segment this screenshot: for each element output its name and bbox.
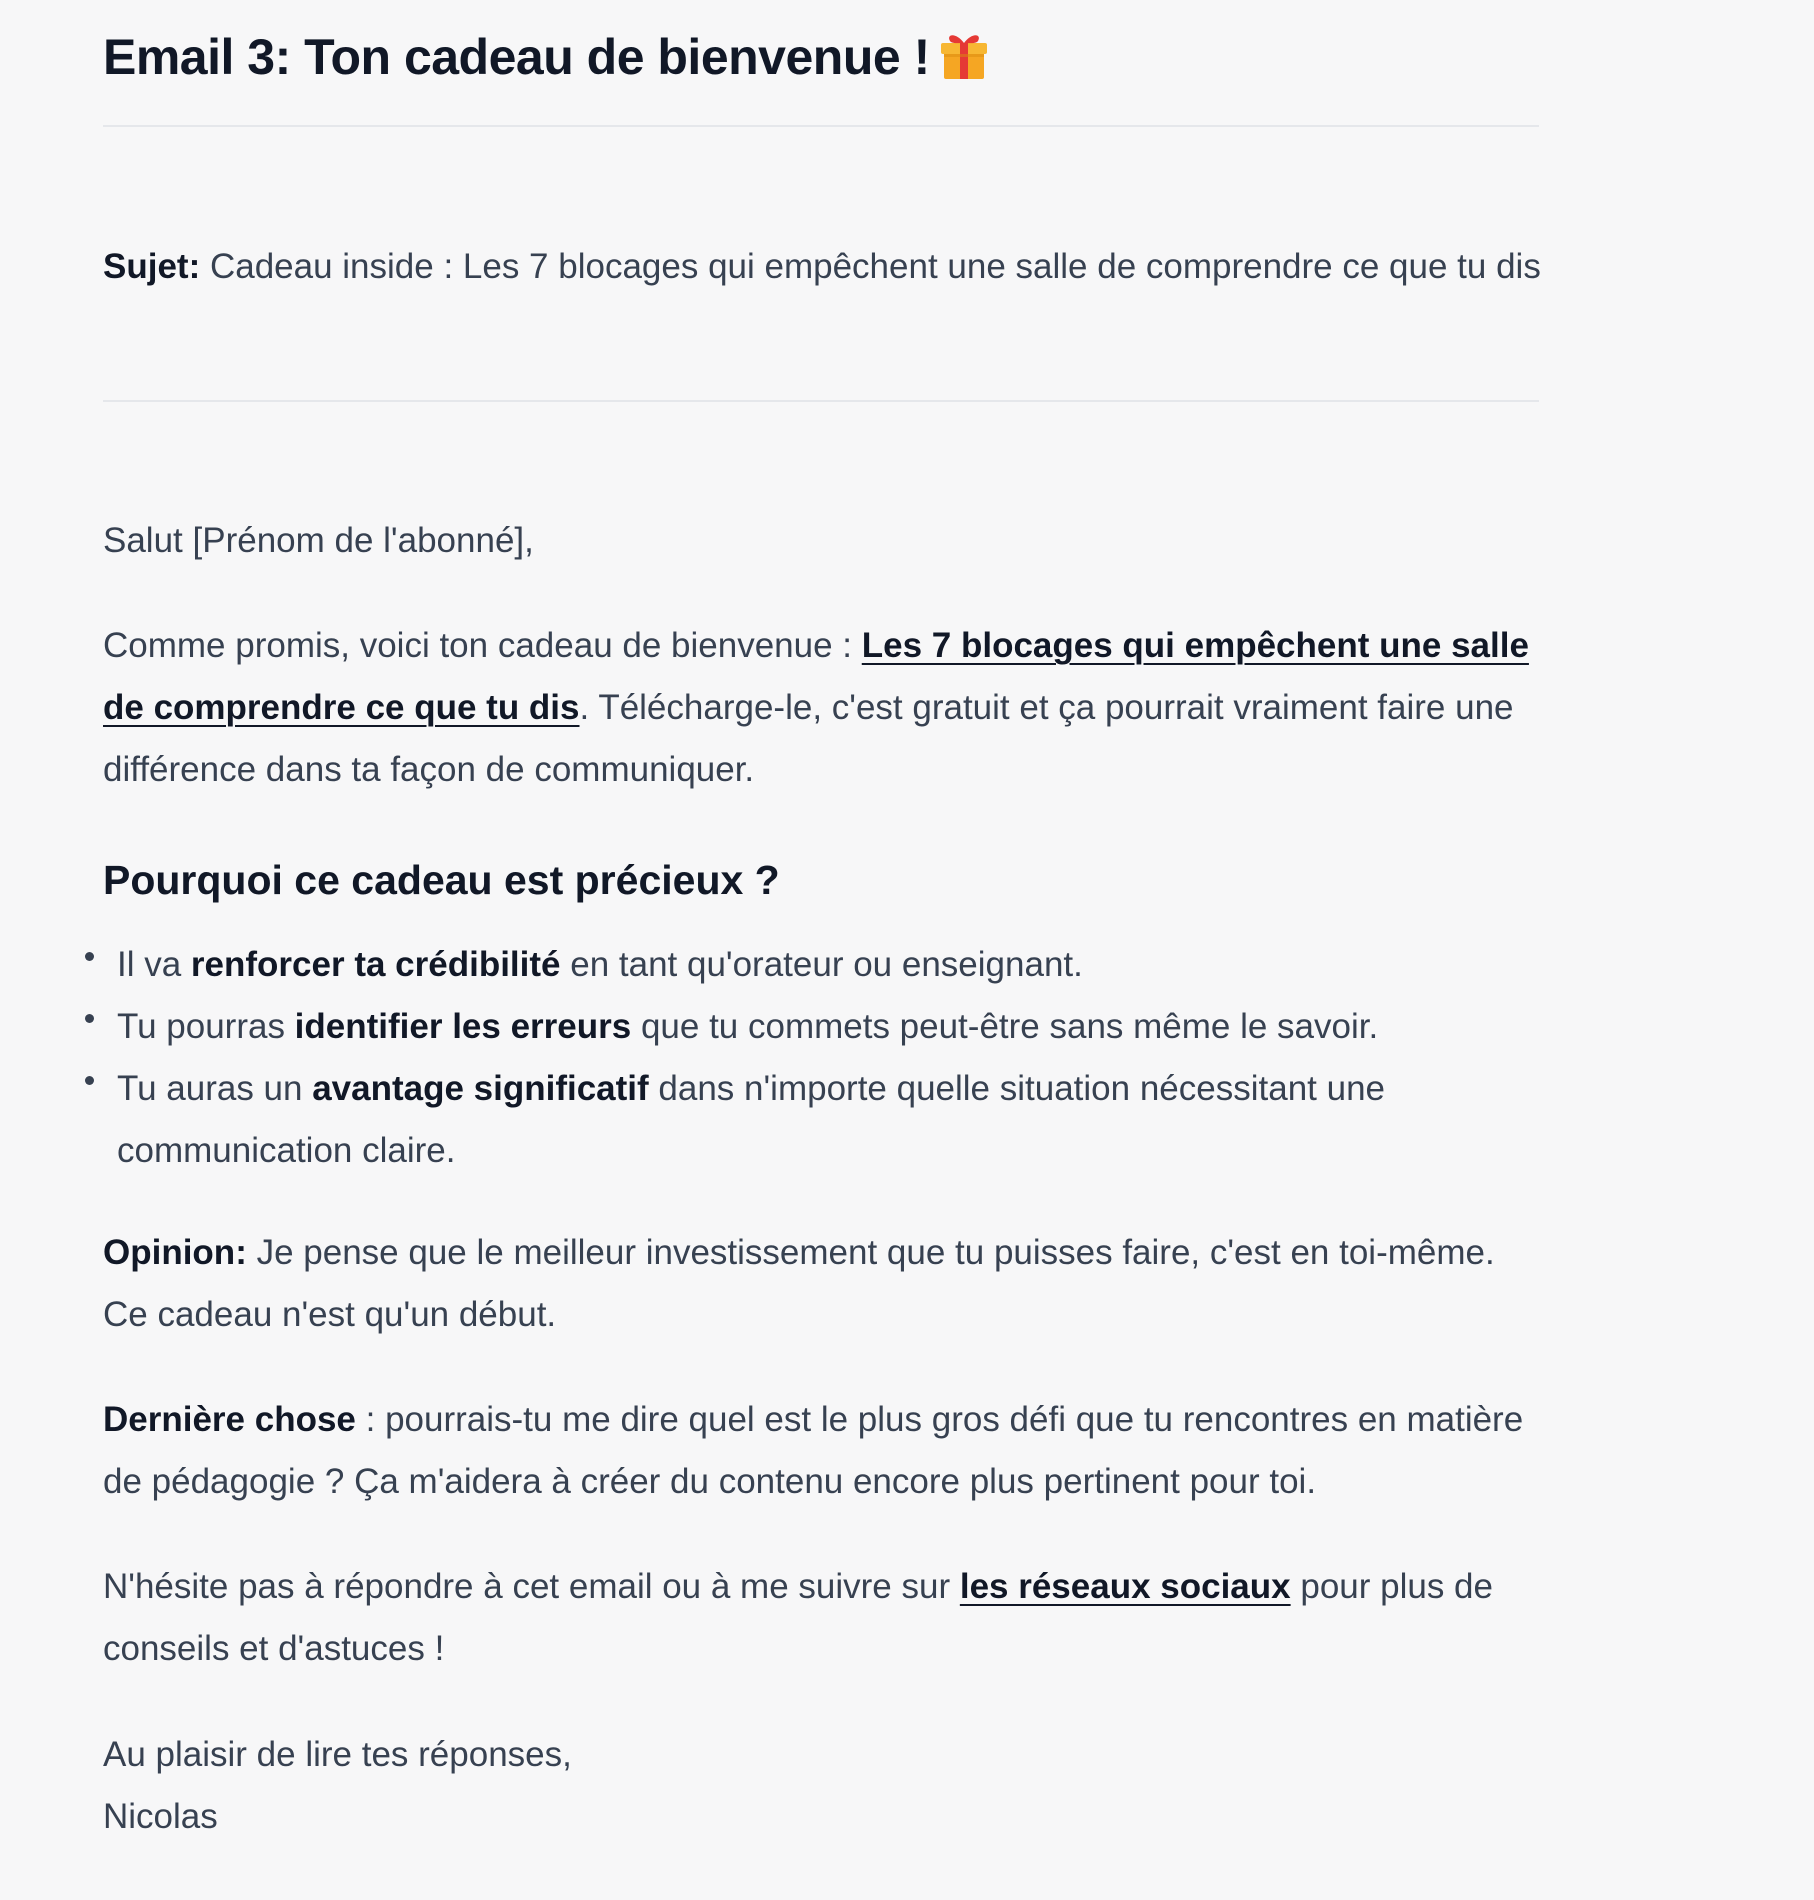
last-thing-label: Dernière chose	[103, 1400, 356, 1439]
list-item	[103, 996, 1539, 1058]
gift-icon	[938, 30, 990, 82]
email-title-text: Email 3: Ton cadeau de bienvenue !	[103, 29, 930, 85]
benefit-text-bold: identifier les erreurs	[294, 1007, 632, 1046]
closing-line: Au plaisir de lire tes réponses,	[103, 1735, 572, 1774]
benefits-list	[103, 934, 1539, 1182]
opinion-label: Opinion:	[103, 1233, 247, 1272]
list-item	[103, 934, 1539, 996]
follow-text-before: N'hésite pas à répondre à cet email ou à me suivre sur	[103, 1567, 960, 1606]
benefit-text-after: en tant qu'orateur ou enseignant.	[560, 945, 1083, 984]
intro-paragraph	[103, 615, 1539, 801]
benefit-text-bold: avantage significatif	[312, 1069, 649, 1108]
benefit-text-before: Tu auras un	[117, 1069, 313, 1108]
section-heading: Pourquoi ce cadeau est précieux ?	[103, 857, 780, 903]
benefit-text-after: que tu commets peut-être sans même le savoir.	[631, 1007, 1379, 1046]
last-thing-text: : pourrais-tu me dire quel est le plus gros défi que tu rencontres en matière de pédagogie ? Ça m'aidera à créer du contenu encore plus pertinent pour toi.	[103, 1400, 1524, 1501]
opinion-text: Je pense que le meilleur investissement que tu puisses faire, c'est en toi-même. Ce cadeau n'est qu'un début.	[103, 1233, 1495, 1334]
divider-top	[103, 125, 1539, 127]
intro-text-before: Comme promis, voici ton cadeau de bienvenue :	[103, 626, 862, 665]
subject-label: Sujet:	[103, 247, 201, 286]
subject-text: Cadeau inside : Les 7 blocages qui empêchent une salle de comprendre ce que tu dis	[200, 247, 1541, 286]
follow-paragraph	[103, 1556, 1539, 1680]
benefit-text-before: Tu pourras	[117, 1007, 295, 1046]
greeting: Salut [Prénom de l'abonné],	[103, 521, 534, 560]
benefit-text-before: Il va	[117, 945, 191, 984]
social-media-link[interactable]: les réseaux sociaux	[959, 1567, 1291, 1606]
last-thing-paragraph	[103, 1389, 1539, 1513]
signature: Nicolas	[103, 1797, 218, 1836]
intro-text-after: . Télécharge-le, c'est gratuit et ça pourrait vraiment faire une différence dans ta façon de communiquer.	[103, 688, 1514, 789]
bullet-icon	[85, 952, 94, 961]
email-subject	[103, 236, 1541, 298]
benefit-text-bold: renforcer ta crédibilité	[190, 945, 561, 984]
benefit-text-after: dans n'importe quelle situation nécessitant une communication claire.	[117, 1069, 1386, 1170]
opinion-paragraph	[103, 1222, 1539, 1346]
divider-bottom	[103, 400, 1539, 402]
list-item	[103, 1058, 1539, 1182]
bullet-icon	[85, 1076, 94, 1085]
bullet-icon	[85, 1014, 94, 1023]
follow-text-after: pour plus de conseils et d'astuces !	[103, 1567, 1493, 1668]
email-title	[103, 22, 990, 92]
gift-download-link[interactable]: Les 7 blocages qui empêchent une salle de comprendre ce que tu dis	[103, 626, 1529, 727]
